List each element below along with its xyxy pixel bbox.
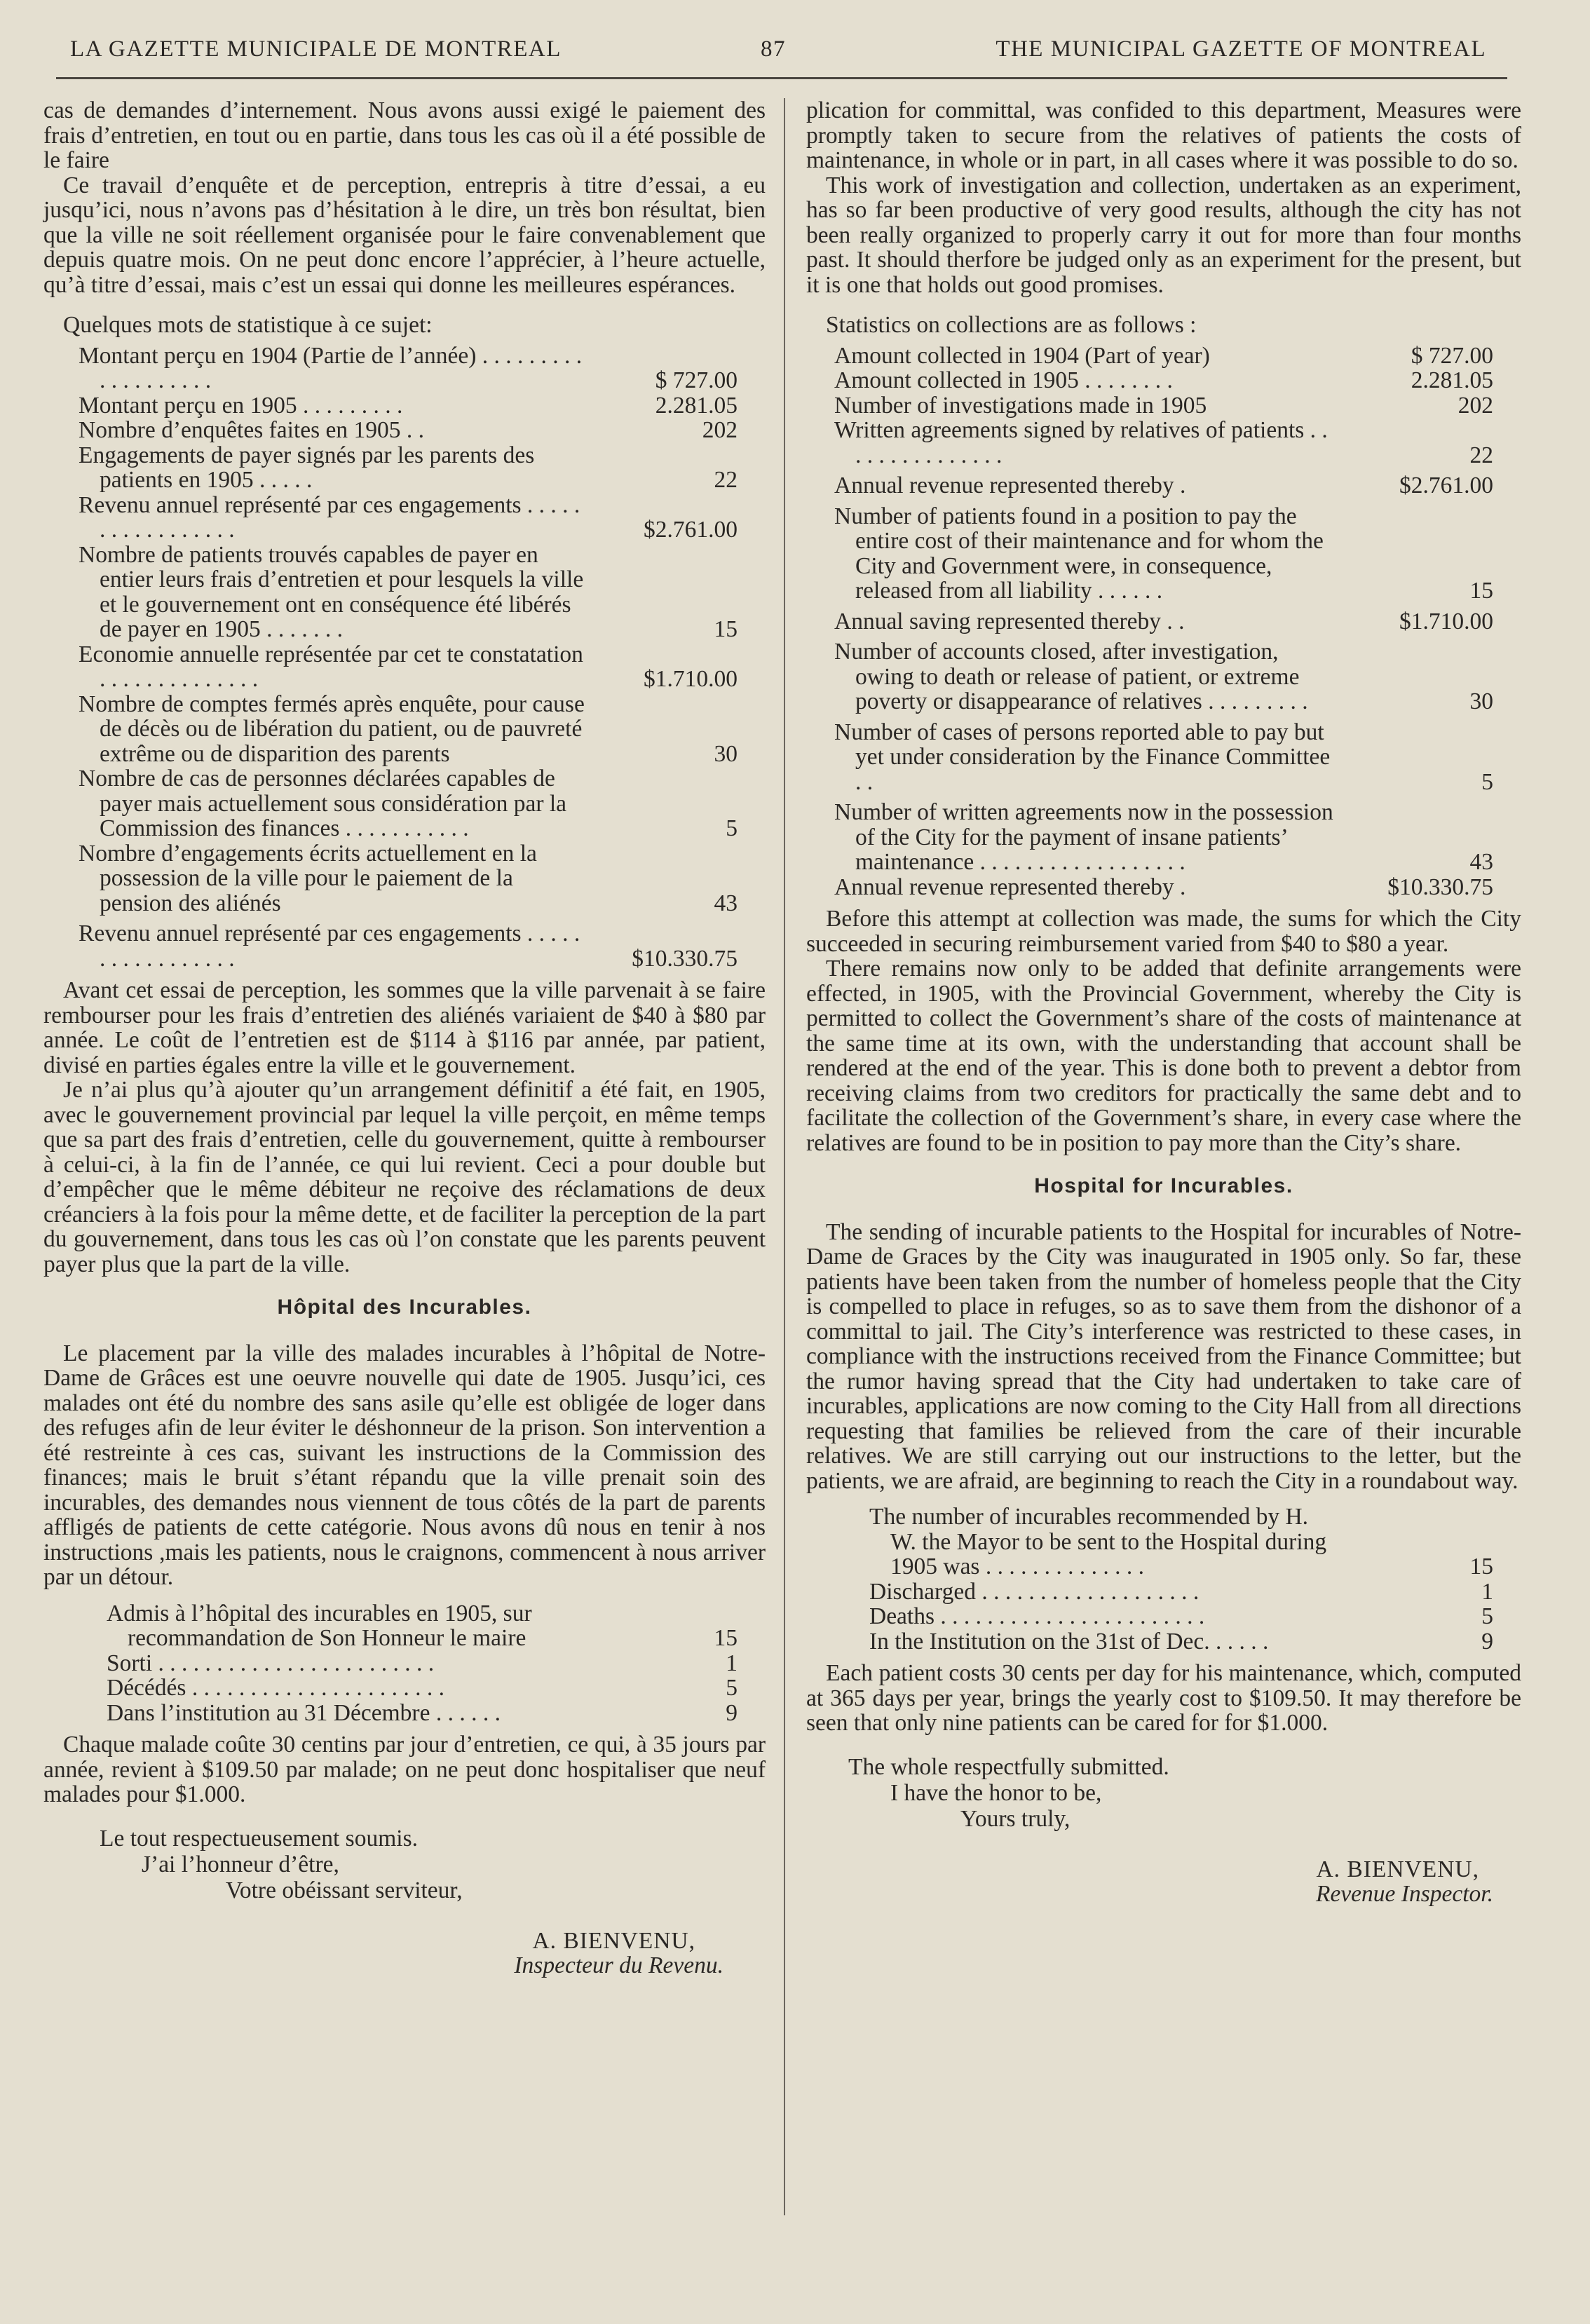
en-stat-label: Annual revenue represented thereby . bbox=[834, 874, 1186, 900]
fr-stat-label: Nombre d’engagements écrits actuellement en la possession de la ville pour le paiement de la pension des aliénés bbox=[79, 840, 537, 916]
fr-paragraph-5: Le placement par la ville des malades incurables à l’hôpital de Notre-Dame de Grâces est une oeuvre nouvelle qui date de 1905. Jusqu’ici, ces malades ont été du nombre des sans asile qu’elle est obligée de loger dans des refuges afin de leur éviter le déshonneur de la prison. Son intervention a été restreinte à ces cas, suivant les instructions de la Commission des finances; mais le bruit s’étant répandu que la ville prenait soin des incurables, des demandes nous viennent de tous côtés de la part de parents affligés de patients de cette catégorie. Nous avons dû nous en tenir à nos instructions ,mais les patients, nous le craignons, commencent à nous arriver par un détour. bbox=[43, 1340, 766, 1590]
fr-closing-line-1: Le tout respectueusement soumis. bbox=[100, 1825, 419, 1851]
en-stat-row bbox=[806, 393, 1521, 419]
en-inc-row bbox=[806, 1629, 1521, 1654]
fr-stat-value: 43 bbox=[714, 890, 738, 916]
fr-stat-label: Montant perçu en 1905 . . . . . . . . . bbox=[79, 392, 403, 419]
en-stat-label: Amount collected in 1905 . . . . . . . . bbox=[834, 367, 1173, 393]
en-stat-value: 202 bbox=[1458, 392, 1493, 419]
fr-closing-line-3: Votre obéissant serviteur, bbox=[226, 1877, 463, 1903]
header-french-title: LA GAZETTE MUNICIPALE DE MONTREAL bbox=[70, 36, 562, 62]
fr-inc-row bbox=[43, 1701, 766, 1726]
en-stat-row bbox=[806, 639, 1521, 714]
fr-inc-label: Dans l’institution au 31 Décembre . . . . . . bbox=[107, 1699, 501, 1726]
en-stat-row bbox=[806, 720, 1521, 795]
en-stat-label: Number of investigations made in 1905 bbox=[834, 392, 1207, 419]
fr-stats-intro: Quelques mots de statistique à ce sujet: bbox=[63, 312, 433, 338]
fr-stat-row bbox=[43, 543, 766, 642]
fr-inc-row bbox=[43, 1601, 766, 1651]
en-stat-value: $1.710.00 bbox=[1399, 608, 1493, 634]
fr-inc-row bbox=[43, 1651, 766, 1676]
header-rule bbox=[56, 77, 1507, 79]
fr-stat-row bbox=[43, 841, 766, 916]
en-inc-value: 9 bbox=[1481, 1628, 1493, 1654]
en-paragraph-4: There remains now only to be added that definite arrangements were effected, in 1905, with the Provincial Government, whereby the City is permitted to collect the Government’s share of the costs of maintenance at the same time at its own, with the understanding that account shall be rendered at the end of the year. This is done both to prevent a debtor from receiving claims from two creditors for practically the same debt and to facilitate the collection of the Government’s share, in every case where the relatives are found to be in position to pay more than the City’s share. bbox=[806, 956, 1521, 1156]
en-stat-label: Annual revenue represented thereby . bbox=[834, 473, 1186, 498]
fr-stat-row bbox=[43, 493, 766, 543]
fr-incurables-table bbox=[43, 1601, 766, 1726]
fr-paragraph-4: Je n’ai plus qu’à ajouter qu’un arrangement définitif a été fait, en 1905, avec le gouvernement provincial par lequel la ville perçoit, en même temps que sa part des frais d’entretien, celle du gouvernement, quitte à rembourser à celui-ci, à la fin de l’année, ce qui lui revient. Ceci a pour double but d’empêcher que le même débiteur ne reçoive des réclamations de deux créanciers à la fois pour la même dette, et de faciliter la perception de la part du gouvernement, dans tous les cas où l’on constate que les parents peuvent payer plus que la part de la ville. bbox=[43, 1077, 766, 1277]
fr-stat-label: Revenu annuel représenté par ces engagements . . . . . . . . . . . . . . . . . bbox=[79, 920, 580, 972]
en-stat-row bbox=[806, 875, 1521, 900]
fr-stat-row bbox=[43, 344, 766, 393]
en-stat-label: Annual saving represented thereby . . bbox=[834, 608, 1185, 634]
fr-stat-row bbox=[43, 443, 766, 493]
fr-signature-title: Inspecteur du Revenu. bbox=[514, 1952, 723, 1978]
en-stats-intro: Statistics on collections are as follows : bbox=[826, 312, 1197, 338]
en-signature: A. BIENVENU, bbox=[1316, 1856, 1479, 1882]
fr-stat-row bbox=[43, 642, 766, 692]
en-inc-value: 5 bbox=[1481, 1603, 1493, 1629]
en-stat-row bbox=[806, 368, 1521, 393]
fr-stat-row bbox=[43, 692, 766, 767]
en-stat-value: 5 bbox=[1481, 768, 1493, 795]
fr-signature: A. BIENVENU, bbox=[532, 1927, 695, 1954]
fr-closing-line-2: J’ai l’honneur d’être, bbox=[142, 1851, 339, 1877]
en-stat-row bbox=[806, 473, 1521, 498]
en-stat-label: Amount collected in 1904 (Part of year) bbox=[834, 342, 1210, 369]
en-stat-label: Number of written agreements now in the possession of the City for the payment of insane patients’ maintenance . . . . . . . . . . . . . . . . . . bbox=[834, 799, 1333, 875]
fr-stat-label: Revenu annuel représenté par ces engagements . . . . . . . . . . . . . . . . . bbox=[79, 491, 580, 543]
en-inc-row bbox=[806, 1604, 1521, 1629]
en-stat-row bbox=[806, 609, 1521, 634]
page-header bbox=[70, 36, 1486, 70]
page-number: 87 bbox=[761, 36, 786, 62]
en-stats-table bbox=[806, 344, 1521, 900]
fr-paragraph-3: Avant cet essai de perception, les sommes que la ville parvenait à se faire rembourser pour les frais d’entretien des aliénés variaient de $40 à $80 par année. Le coût de l’entretien est de $114 à $116 par année, par patient, divisé en parties égales entre la ville et le gouvernement. bbox=[43, 977, 766, 1078]
fr-stat-value: 15 bbox=[714, 616, 738, 642]
en-stat-value: 43 bbox=[1469, 849, 1493, 875]
en-stat-row bbox=[806, 800, 1521, 875]
en-closing bbox=[806, 1754, 1521, 1832]
fr-inc-value: 5 bbox=[726, 1675, 738, 1701]
en-inc-value: 15 bbox=[1469, 1554, 1493, 1579]
fr-stat-value: $1.710.00 bbox=[644, 666, 738, 692]
fr-inc-value: 1 bbox=[726, 1650, 738, 1676]
fr-stat-label: Economie annuelle représentée par cet te constatation . . . . . . . . . . . . . . bbox=[79, 641, 583, 692]
fr-stat-value: $ 727.00 bbox=[655, 367, 738, 393]
fr-stat-value: 30 bbox=[714, 740, 738, 767]
fr-inc-row bbox=[43, 1676, 766, 1701]
fr-inc-label: Décédés . . . . . . . . . . . . . . . . . . . . . . bbox=[107, 1675, 444, 1701]
fr-stat-row bbox=[43, 418, 766, 443]
french-column bbox=[43, 98, 766, 1978]
fr-stat-label: Nombre de comptes fermés après enquête, pour cause de décès ou de libération du patient, ou de pauvreté extrême ou de disparition des parents bbox=[79, 691, 585, 767]
fr-stat-value: 202 bbox=[702, 417, 738, 443]
en-inc-row bbox=[806, 1504, 1521, 1579]
fr-paragraph-6: Chaque malade coûte 30 centins par jour d’entretien, ce qui, à 35 jours par année, revient à $109.50 par malade; on ne peut donc hospitaliser que neuf malades pour $1.000. bbox=[43, 1732, 766, 1807]
fr-stat-row bbox=[43, 766, 766, 841]
en-stat-row bbox=[806, 418, 1521, 468]
fr-stat-value: 2.281.05 bbox=[655, 392, 738, 419]
en-inc-label: Discharged . . . . . . . . . . . . . . . . . . . bbox=[869, 1578, 1200, 1605]
en-closing-line-1: The whole respectfully submitted. bbox=[848, 1753, 1169, 1780]
en-paragraph-5: The sending of incurable patients to the Hospital for incurables of Notre-Dame de Graces by the City was inaugurated in 1905 only. So far, these patients have been taken from the number of homeless people that the City is compelled to place in refuges, so as to save them from the dishonor of a committal to jail. The City’s interference was restricted to these cases, in compliance with the instructions received from the Finance Committee; but the rumor having spread that the City had undertaken to take care of incurables, applications are now coming to the City Hall from all directions requesting that families be relieved from the care of their incurable relatives. We are still carrying out our instructions to the letter, but the patients, we are afraid, are beginning to reach the City in a roundabout way. bbox=[806, 1218, 1521, 1494]
fr-stat-value: 22 bbox=[714, 467, 738, 493]
column-divider bbox=[784, 98, 785, 2215]
en-stat-row bbox=[806, 344, 1521, 369]
fr-inc-value: 15 bbox=[714, 1625, 738, 1651]
en-closing-line-3: Yours truly, bbox=[960, 1805, 1071, 1832]
en-paragraph-3: Before this attempt at collection was made, the sums for which the City succeeded in securing reimbursement varied from $40 to $80 a year. bbox=[806, 906, 1521, 957]
en-stat-label: Written agreements signed by relatives of patients . . . . . . . . . . . . . . . bbox=[834, 417, 1328, 468]
fr-stat-label: Engagements de payer signés par les parents des patients en 1905 . . . . . bbox=[79, 442, 535, 493]
en-inc-label: The number of incurables recommended by H. W. the Mayor to be sent to the Hospital during 1905 was . . . . . . . . . . . . . . bbox=[869, 1504, 1327, 1579]
en-signature-title: Revenue Inspector. bbox=[1315, 1881, 1493, 1907]
fr-stats-table bbox=[43, 344, 766, 972]
en-stat-value: 15 bbox=[1469, 578, 1493, 604]
english-column bbox=[806, 98, 1521, 1907]
en-closing-line-2: I have the honor to be, bbox=[890, 1779, 1102, 1806]
fr-stat-label: Nombre d’enquêtes faites en 1905 . . bbox=[79, 417, 425, 443]
en-stat-value: $10.330.75 bbox=[1387, 874, 1493, 900]
fr-stat-label: Nombre de cas de personnes déclarées capables de payer mais actuellement sous considération par la Commission des finances . . . . . . . . . . . bbox=[79, 766, 567, 841]
fr-inc-label: Admis à l’hôpital des incurables en 1905, sur recommandation de Son Honneur le maire bbox=[107, 1600, 532, 1651]
fr-inc-value: 9 bbox=[726, 1699, 738, 1726]
fr-stat-label: Montant perçu en 1904 (Partie de l’année) . . . . . . . . . . . . . . . . . . . bbox=[79, 342, 583, 393]
en-inc-value: 1 bbox=[1481, 1578, 1493, 1605]
fr-closing bbox=[43, 1826, 766, 1903]
en-stat-row bbox=[806, 504, 1521, 604]
en-stat-value: 30 bbox=[1469, 688, 1493, 714]
en-stat-value: $ 727.00 bbox=[1411, 342, 1493, 369]
fr-stat-value: 5 bbox=[726, 815, 738, 841]
en-inc-label: Deaths . . . . . . . . . . . . . . . . . . . . . . . bbox=[869, 1603, 1205, 1629]
en-stat-value: 22 bbox=[1469, 442, 1493, 468]
fr-inc-label: Sorti . . . . . . . . . . . . . . . . . . . . . . . . bbox=[107, 1650, 435, 1676]
en-paragraph-1: plication for committal, was confided to this department, Measures were promptly taken to secure from the relatives of patients the costs of maintenance, in whole or in part, in all cases where it was possible to do so. bbox=[806, 97, 1521, 173]
en-stat-value: 2.281.05 bbox=[1411, 367, 1493, 393]
en-stat-label: Number of patients found in a position to pay the entire cost of their maintenance and for whom the City and Government were, in consequence, released from all liability . . . . . . bbox=[834, 503, 1324, 604]
en-inc-label: In the Institution on the 31st of Dec. . . . . . bbox=[869, 1628, 1269, 1654]
en-incurables-table bbox=[806, 1504, 1521, 1654]
fr-stat-row bbox=[43, 393, 766, 419]
fr-section-heading: Hôpital des Incurables. bbox=[277, 1296, 532, 1319]
fr-stat-label: Nombre de patients trouvés capables de payer en entier leurs frais d’entretien et pour lesquels la ville et le gouvernement ont en conséquence été libérés de payer en 1905 . . . . . . . bbox=[79, 541, 584, 642]
en-paragraph-2: This work of investigation and collection, undertaken as an experiment, has so far been productive of very good results, although the city has not been really organized to properly carry it out for more than four months past. It should therfore be judged only as an experiment for the present, but it is one that holds out good promises. bbox=[806, 172, 1521, 298]
en-stat-value: $2.761.00 bbox=[1399, 473, 1493, 498]
fr-stat-value: $10.330.75 bbox=[632, 945, 738, 972]
fr-stat-value: $2.761.00 bbox=[644, 517, 738, 543]
en-paragraph-6: Each patient costs 30 cents per day for his maintenance, which, computed at 365 days per year, brings the yearly cost to $109.50. It may therefore be seen that only nine patients can be cared for for $1.000. bbox=[806, 1660, 1521, 1736]
fr-stat-row bbox=[43, 921, 766, 971]
en-inc-row bbox=[806, 1579, 1521, 1605]
fr-paragraph-1: cas de demandes d’internement. Nous avons aussi exigé le paiement des frais d’entretien, en tout ou en partie, dans tous les cas où il a été possible de le faire bbox=[43, 97, 766, 173]
en-section-heading: Hospital for Incurables. bbox=[1034, 1174, 1293, 1197]
fr-paragraph-2: Ce travail d’enquête et de perception, entrepris à titre d’essai, a eu jusqu’ici, nous n’avons pas d’hésitation à le dire, un très bon résultat, bien que la ville ne soit réellement organisée pour le faire convenablement que depuis quatre mois. On ne peut donc encore l’apprécier, à l’heure actuelle, qu’à titre d’essai, mais c’est un essai qui donne les meilleures espérances. bbox=[43, 172, 766, 298]
en-stat-label: Number of accounts closed, after investigation, owing to death or release of patient, or extreme poverty or disappearance of relatives . . . . . . . . . bbox=[834, 639, 1308, 714]
header-english-title: THE MUNICIPAL GAZETTE OF MONTREAL bbox=[996, 36, 1486, 62]
en-stat-label: Number of cases of persons reported able to pay but yet under consideration by the Finance Committee . . bbox=[834, 719, 1331, 795]
